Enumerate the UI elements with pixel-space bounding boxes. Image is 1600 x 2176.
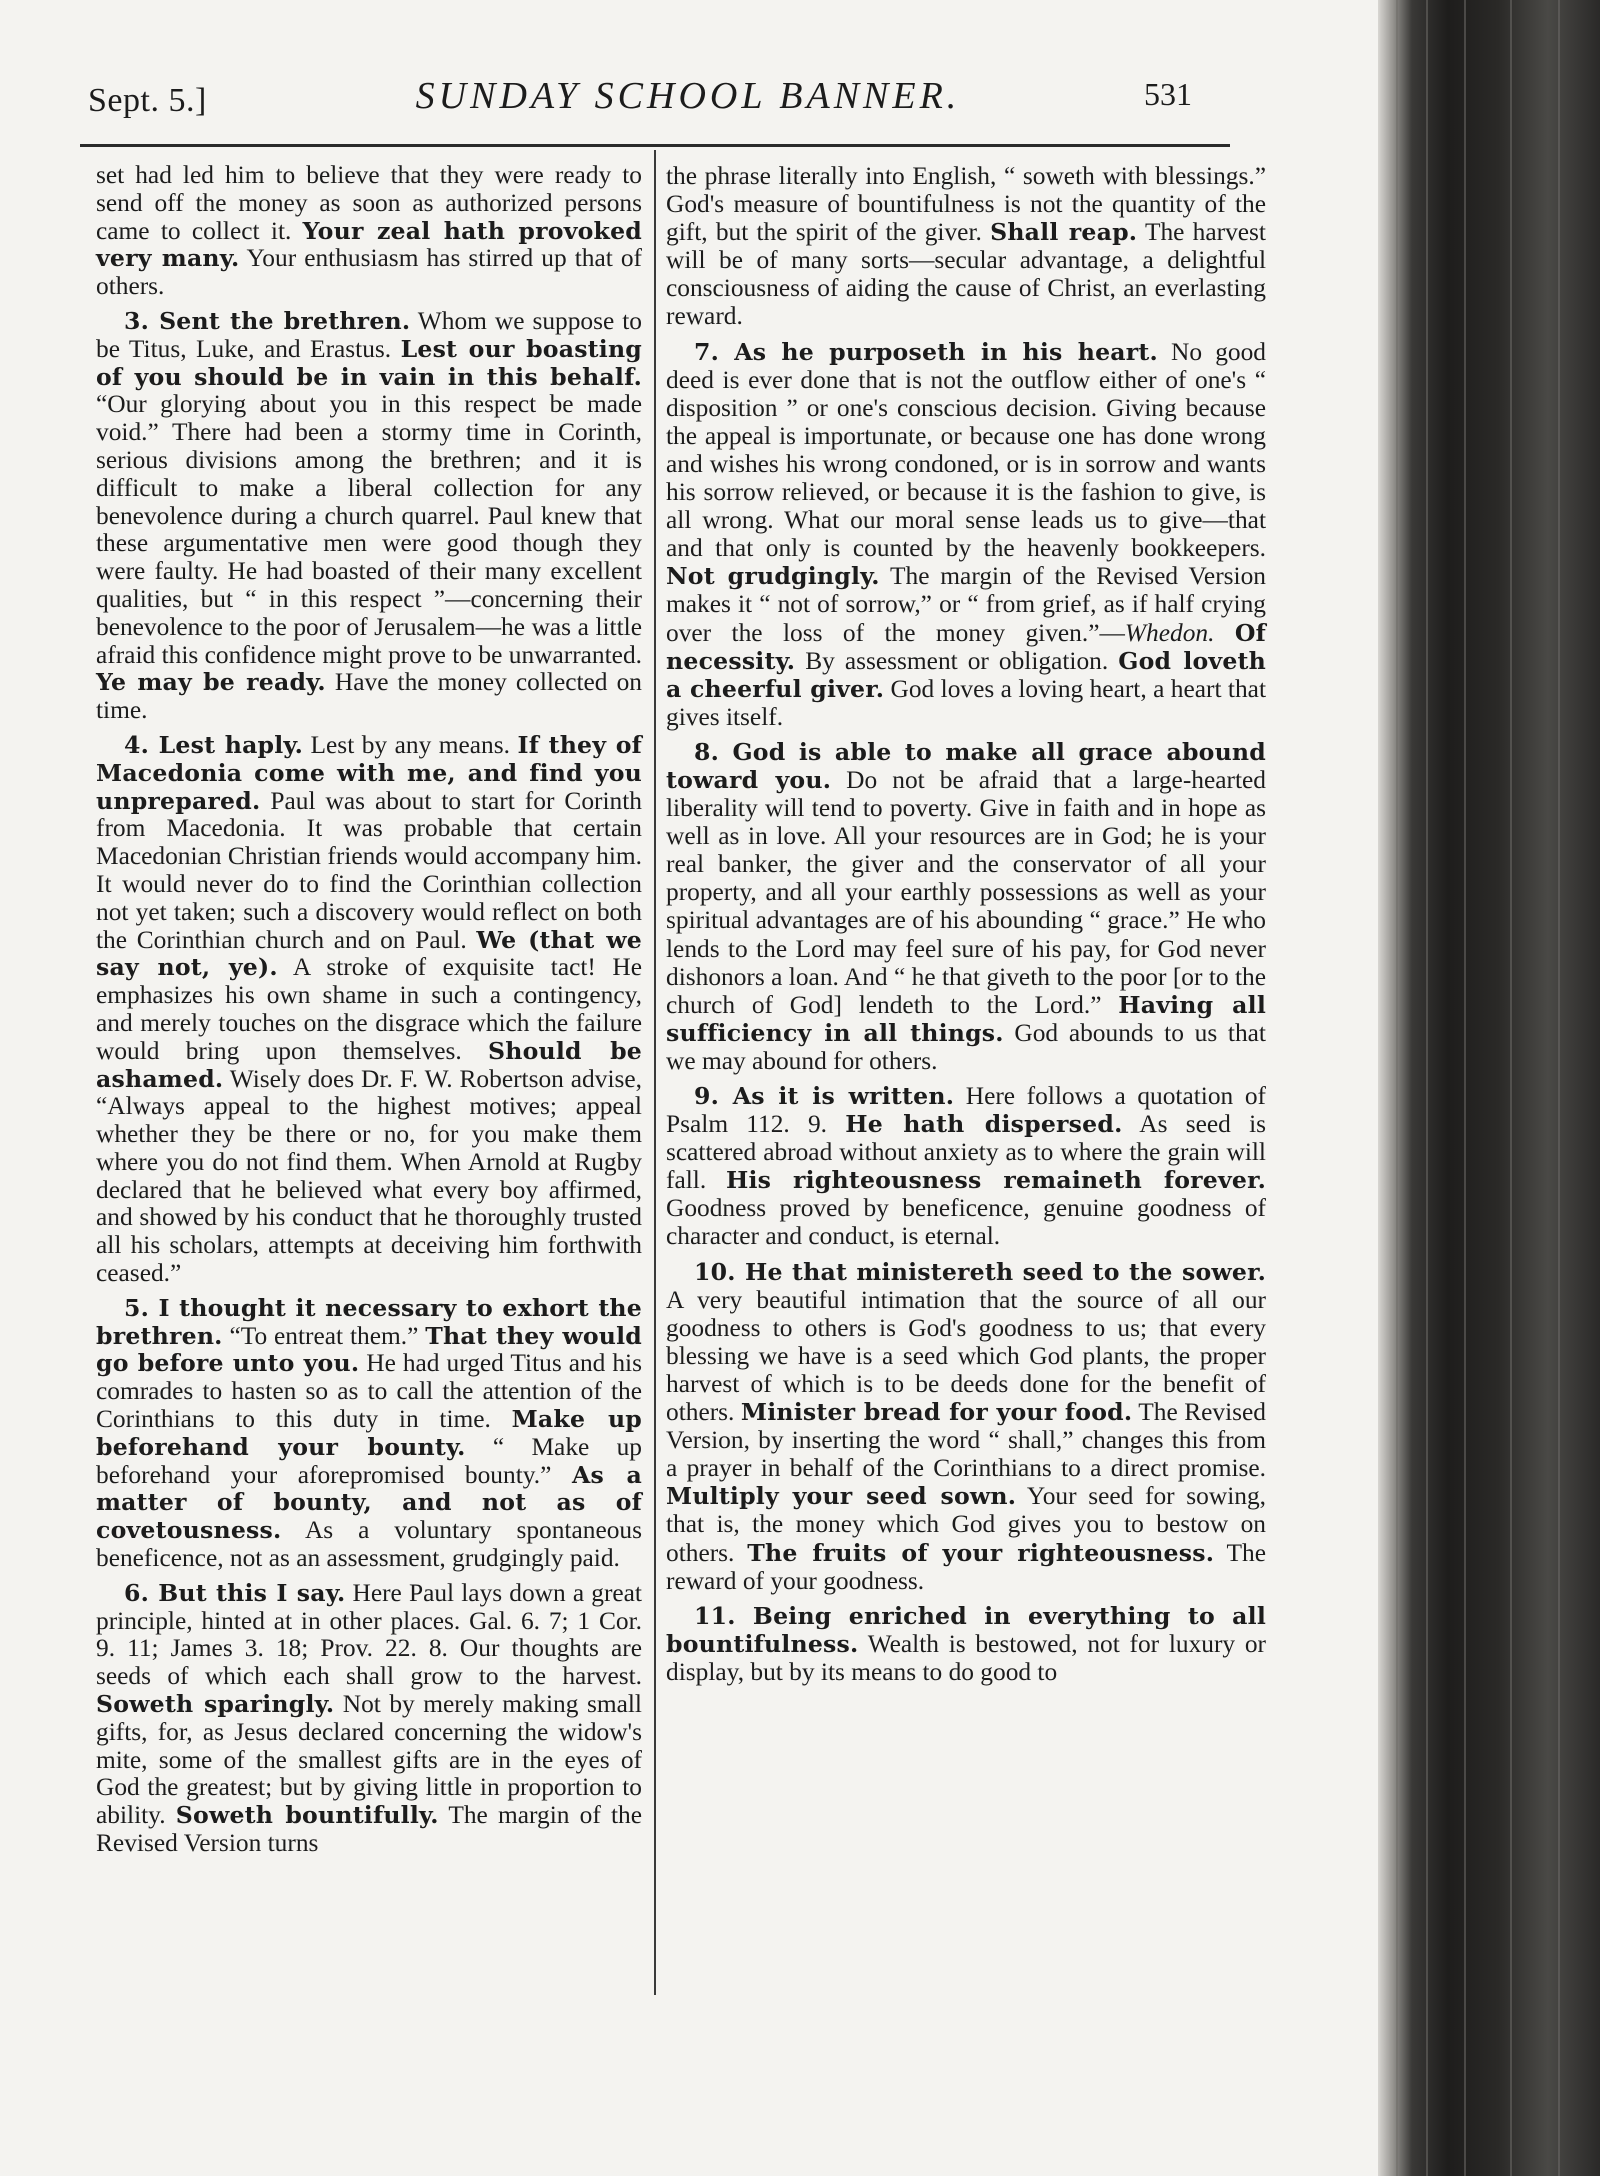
verse-heading: Soweth sparingly. <box>96 1690 335 1719</box>
verse-heading: The fruits of your righteousness. <box>747 1538 1215 1567</box>
verse-heading: 10. He that ministereth seed to the sower. <box>694 1257 1266 1286</box>
commentary-paragraph <box>96 308 642 725</box>
issue-date: Sept. 5.] <box>88 82 207 119</box>
verse-heading: Not grudgingly. <box>666 562 880 591</box>
paragraph-text: As seed is scattered abroad without anxiety as to where the grain will fall. <box>666 1110 1266 1195</box>
paragraph-text: God abounds to us that we may abound for others. <box>666 1018 1266 1075</box>
commentary-paragraph <box>666 338 1266 731</box>
publication-title: SUNDAY SCHOOL BANNER. <box>415 75 961 117</box>
verse-heading: Make up beforehand your bounty. <box>96 1405 643 1461</box>
right-column <box>666 162 1266 1693</box>
paragraph-text: By assessment or obligation. <box>795 646 1119 675</box>
paragraph-text: A stroke of exquisite tact! He emphasizes his own shame in such a contingency, and merely touches on the disgrace which the failure would bring upon themselves. <box>96 953 642 1065</box>
edge-line <box>1426 0 1428 2176</box>
verse-heading: Multiply your seed sown. <box>666 1482 1017 1511</box>
verse-heading: As a matter of bounty, and not as of covetousness. <box>96 1460 642 1545</box>
verse-heading: 9. As it is written. <box>694 1082 955 1110</box>
paragraph-text: Lest by any means. <box>303 730 518 759</box>
paragraph-text <box>1214 619 1234 647</box>
paragraph-text: As a voluntary spontaneous beneficence, not as an assessment, grudgingly paid. <box>96 1516 642 1573</box>
paragraph-text: The margin of the Revised Version turns <box>96 1801 642 1858</box>
verse-heading: 11. Being enriched in everything to all bountifulness. <box>666 1601 1266 1658</box>
commentary-paragraph <box>666 738 1266 1075</box>
edge-line <box>1558 0 1560 2176</box>
paragraph-text: set had led him to believe that they were ready to send off the money as soon as authorized persons came to collect it. <box>96 161 642 245</box>
paragraph-text: He had urged Titus and his comrades to hasten so as to call the attention of the Corinthians to this duty in time. <box>96 1349 642 1434</box>
paragraph-text: Wisely does Dr. F. W. Robertson advise, “Always appeal to the highest motives; appeal whether they be there or no, for you make them where you do not find them. When Arnold at Rugby declared that he believed what every boy affirmed, and showed by his conduct that he thoroughly trusted all his scholars, attempts at deceiving him forthwith ceased.” <box>96 1064 642 1288</box>
verse-heading: Of necessity. <box>666 618 1266 675</box>
verse-heading: Your zeal hath provoked very many. <box>96 216 642 273</box>
verse-heading: That they would go before unto you. <box>96 1321 643 1378</box>
verse-heading: 3. Sent the brethren. <box>124 306 411 335</box>
verse-heading: His righteousness remaineth forever. <box>726 1166 1267 1195</box>
paragraph-text: Wealth is bestowed, not for luxury or display, but by its means to do good to <box>666 1629 1266 1686</box>
commentary-paragraph <box>666 1602 1266 1686</box>
verse-heading: Ye may be ready. <box>96 668 326 697</box>
verse-heading: 7. As he purposeth in his heart. <box>694 337 1158 366</box>
commentary-paragraph <box>96 1580 642 1858</box>
paragraph-text: Paul was about to start for Corinth from Macedonia. It was probable that certain Macedonian Christian friends would accompany him. It would never do to find the Corinthian collection not yet taken; such a discovery would reflect on both the Corinthian church and on Paul. <box>96 786 642 954</box>
paragraph-text: Do not be afraid that a large-hearted liberality will tend to poverty. Give in faith and in hope as well as in love. All your resources are in God; he is your real banker, the giver and the conservator of all your property, and all your earthly possessions as well as your spiritual advantages are of his abounding “ grace.” He who lends to the Lord may feel sure of his pay, for God never dishonors a loan. And “ he that giveth to the poor [or to the church of God] lendeth to the Lord.” <box>666 765 1266 1019</box>
paragraph-text: Goodness proved by beneficence, genuine goodness of character and conduct, is eternal. <box>666 1194 1266 1251</box>
paragraph-text: The harvest will be of many sorts—secular advantage, a delightful consciousness of aiding the cause of Christ, an everlasting reward. <box>666 218 1266 331</box>
paragraph-text: “To entreat them.” <box>222 1321 426 1350</box>
verse-heading: Minister bread for your food. <box>740 1398 1133 1427</box>
paragraph-text: Have the money collected on time. <box>96 668 642 725</box>
paragraph-text: God loves a loving heart, a heart that gives itself. <box>666 674 1266 731</box>
header-rule <box>80 144 1230 147</box>
paragraph-text: No good deed is ever done that is not the outflow either of one's “ disposition ” or one's conscious decision. Giving because the appeal is importunate, or because one has done wrong and wishes his wrong condoned, or is in sorrow and wants his sorrow relieved, or because it is the fashion to give, is all wrong. What our moral sense leads us to give—that and that only is counted by the heavenly bookkeepers. <box>666 337 1266 563</box>
paragraph-text: Here Paul lays down a great principle, hinted at in other places. Gal. 6. 7; 1 Cor. 9. 11; James 3. 18; Prov. 22. 8. Our thoughts are seeds of which each shall grow to the harvest. <box>96 1578 642 1691</box>
verse-heading: Having all sufficiency in all things. <box>666 990 1266 1047</box>
verse-heading: He hath dispersed. <box>845 1110 1123 1139</box>
column-divider <box>654 150 656 1995</box>
paragraph-text: The margin of the Revised Version makes it “ not of sorrow,” or “ from grief, as if half crying over the loss of the money given.”— <box>666 562 1266 647</box>
verse-heading: 5. I thought it necessary to exhort the brethren. <box>96 1293 642 1350</box>
verse-heading: Should be ashamed. <box>96 1036 642 1093</box>
commentary-paragraph <box>666 162 1266 331</box>
paragraph-text: Here follows a quotation of Psalm 112. 9. <box>666 1082 1267 1139</box>
verse-heading: 8. God is able to make all grace abound toward you. <box>666 737 1266 794</box>
commentary-paragraph <box>666 1258 1266 1595</box>
commentary-paragraph <box>96 732 642 1288</box>
verse-heading: 6. But this I say. <box>124 1578 346 1607</box>
commentary-paragraph <box>96 1295 642 1573</box>
edge-line <box>1396 0 1398 2176</box>
paragraph-text: A very beautiful intimation that the source of all our goodness to others is God's goodness to us; that every blessing we have is a seed which God plants, the proper harvest of which is to be deeds done for the benefit of others. <box>666 1285 1266 1427</box>
paragraph-text: the phrase literally into English, “ soweth with blessings.” God's measure of bountifulness is not the quantity of the gift, but the spirit of the giver. <box>666 162 1266 247</box>
page-number: 531 <box>1144 76 1192 112</box>
verse-heading: God loveth a cheerful giver. <box>666 646 1266 703</box>
verse-heading: Soweth bountifully. <box>175 1801 439 1830</box>
commentary-paragraph <box>96 162 642 301</box>
paragraph-text: “ Make up beforehand your aforepromised bounty.” <box>96 1432 642 1489</box>
verse-heading: We (that we say not, ye). <box>96 925 642 982</box>
paragraph-text: Whom we suppose to be Titus, Luke, and Erastus. <box>96 306 642 363</box>
paragraph-text: The reward of your goodness. <box>666 1538 1266 1595</box>
paragraph-text: “Our glorying about you in this respect be made void.” There had been a stormy time in Corinth, serious divisions among the brethren; and it is difficult to make a liberal collection for any benevolence during a church quarrel. Paul knew that these argumentative men were good though they were faulty. He had boasted of their many excellent qualities, but “ in this respect ”—concerning their benevolence to the poor of Jerusalem—he was a little afraid this confidence might prove to be unwarranted. <box>96 390 642 669</box>
verse-heading: 4. Lest haply. <box>124 730 304 759</box>
page-header <box>88 68 1212 138</box>
author-citation: Whedon. <box>1124 618 1215 647</box>
verse-heading: Lest our boasting of you should be in vain in this behalf. <box>96 334 642 391</box>
commentary-paragraph <box>666 1082 1266 1251</box>
verse-heading: Shall reap. <box>990 218 1138 247</box>
left-column <box>96 162 642 1865</box>
paragraph-text: Your enthusiasm has stirred up that of others. <box>96 244 643 301</box>
paragraph-text: The Revised Version, by inserting the word “ shall,” changes this from a prayer in behalf of the Corinthians to a direct promise. <box>666 1398 1267 1483</box>
paragraph-text: Not by merely making small gifts, for, as Jesus declared concerning the widow's mite, some of the smallest gifts are in the eyes of God the greatest; but by giving little in proportion to ability. <box>96 1690 642 1830</box>
verse-heading: If they of Macedonia come with me, and find you unprepared. <box>96 730 643 815</box>
paragraph-text: Your seed for sowing, that is, the money which God gives you to bestow on others. <box>666 1482 1266 1567</box>
edge-line <box>1510 0 1512 2176</box>
edge-line <box>1464 0 1466 2176</box>
book-edge <box>1378 0 1600 2176</box>
